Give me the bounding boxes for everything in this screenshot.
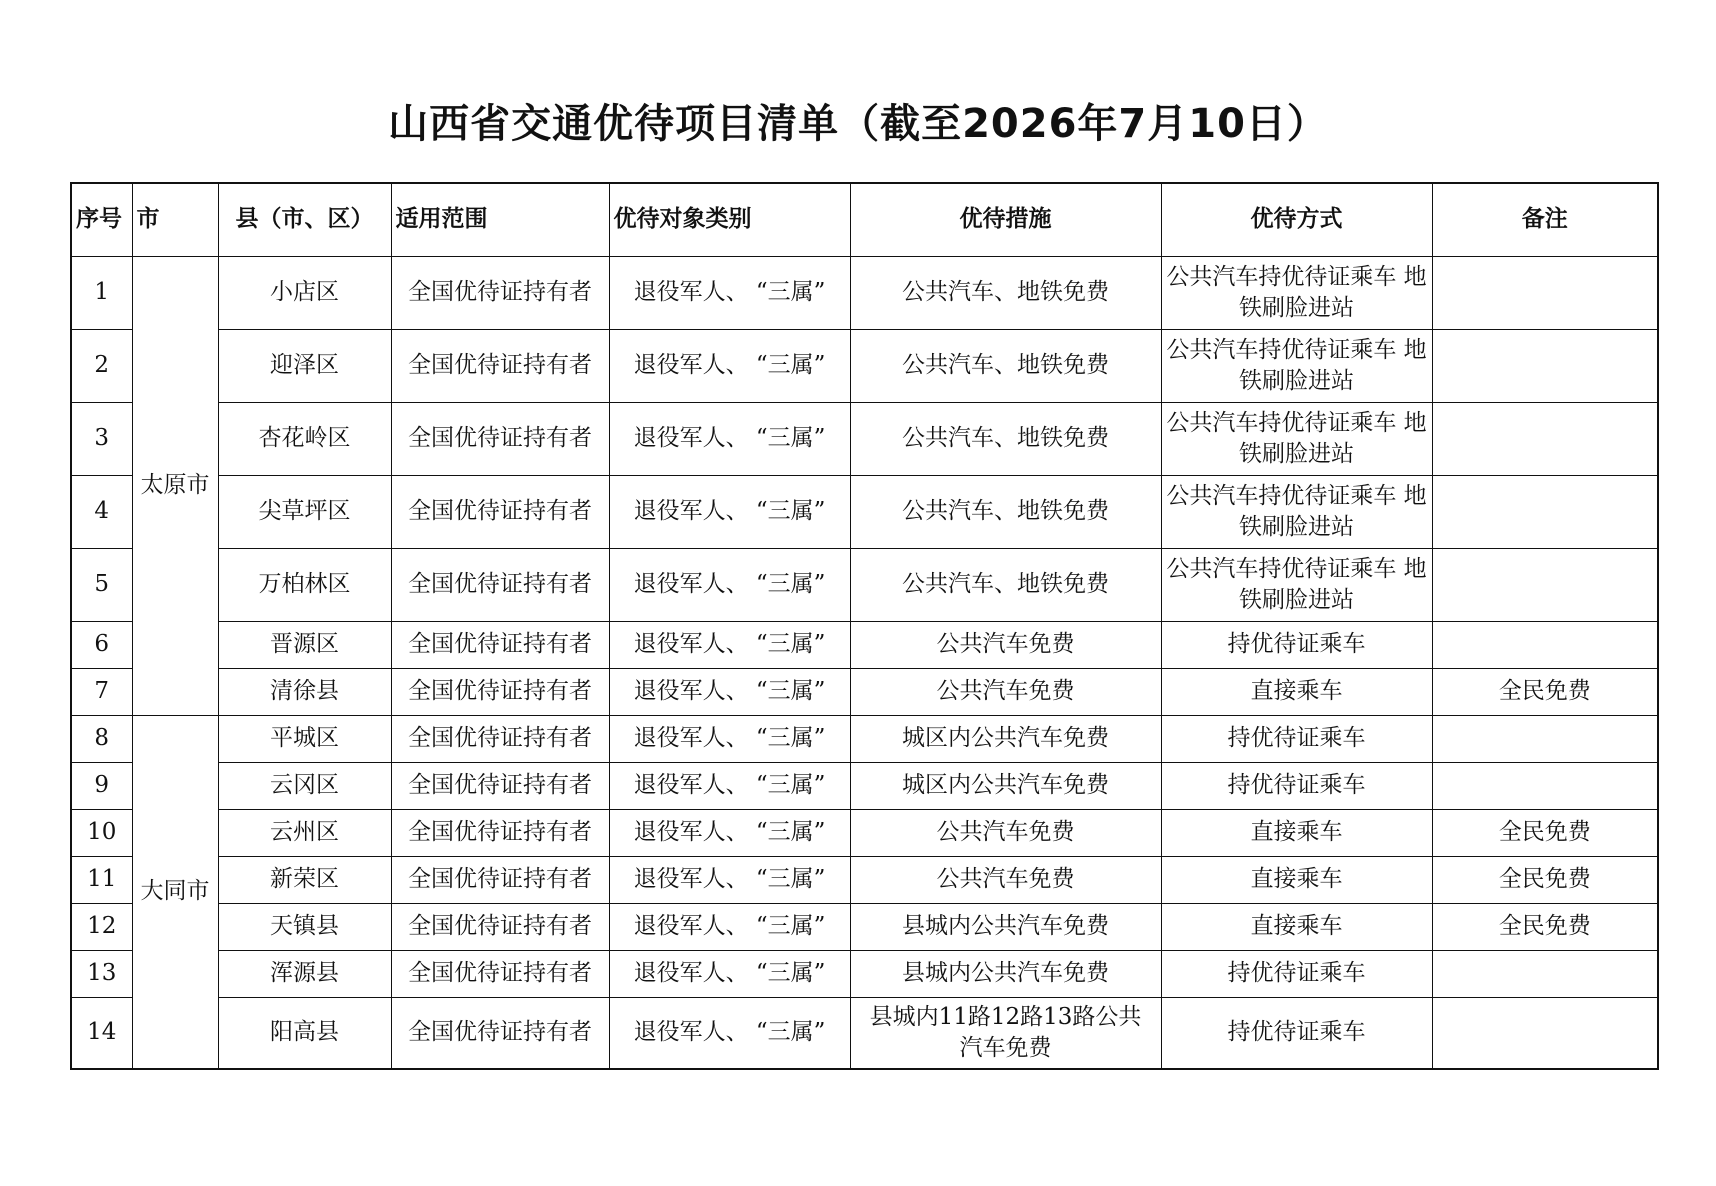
cell-county: 新荣区 [218, 857, 391, 904]
cell-measure: 县城内公共汽车免费 [850, 904, 1161, 951]
cell-measure: 公共汽车免费 [850, 669, 1161, 716]
preferential-items-table [70, 182, 1659, 1070]
cell-scope: 全国优待证持有者 [391, 476, 609, 549]
cell-note [1432, 622, 1658, 669]
cell-scope: 全国优待证持有者 [391, 998, 609, 1070]
cell-scope: 全国优待证持有者 [391, 857, 609, 904]
table-row [71, 403, 1658, 476]
cell-scope: 全国优待证持有者 [391, 330, 609, 403]
cell-note [1432, 763, 1658, 810]
cell-method: 直接乘车 [1161, 904, 1432, 951]
cell-measure: 城区内公共汽车免费 [850, 763, 1161, 810]
cell-note: 全民免费 [1432, 810, 1658, 857]
cell-measure: 公共汽车免费 [850, 857, 1161, 904]
cell-category: 退役军人、 “三属” [609, 257, 850, 330]
header-seq: 序号 [71, 183, 132, 257]
cell-seq: 13 [71, 951, 132, 998]
cell-measure: 公共汽车、地铁免费 [850, 403, 1161, 476]
cell-category: 退役军人、 “三属” [609, 998, 850, 1070]
cell-scope: 全国优待证持有者 [391, 951, 609, 998]
cell-category: 退役军人、 “三属” [609, 951, 850, 998]
cell-note [1432, 257, 1658, 330]
cell-method: 持优待证乘车 [1161, 622, 1432, 669]
cell-note [1432, 476, 1658, 549]
cell-scope: 全国优待证持有者 [391, 622, 609, 669]
cell-scope: 全国优待证持有者 [391, 716, 609, 763]
cell-method: 直接乘车 [1161, 810, 1432, 857]
cell-measure: 公共汽车、地铁免费 [850, 330, 1161, 403]
table-row [71, 622, 1658, 669]
header-scope: 适用范围 [391, 183, 609, 257]
cell-seq: 5 [71, 549, 132, 622]
cell-note [1432, 549, 1658, 622]
table-row [71, 810, 1658, 857]
cell-county: 晋源区 [218, 622, 391, 669]
cell-category: 退役军人、 “三属” [609, 716, 850, 763]
cell-seq: 2 [71, 330, 132, 403]
cell-seq: 7 [71, 669, 132, 716]
header-note: 备注 [1432, 183, 1658, 257]
cell-note [1432, 716, 1658, 763]
cell-method: 持优待证乘车 [1161, 951, 1432, 998]
cell-category: 退役军人、 “三属” [609, 763, 850, 810]
table-row [71, 257, 1658, 330]
cell-scope: 全国优待证持有者 [391, 904, 609, 951]
table-row [71, 330, 1658, 403]
header-category: 优待对象类别 [609, 183, 850, 257]
cell-category: 退役军人、 “三属” [609, 330, 850, 403]
cell-method: 公共汽车持优待证乘车 地铁刷脸进站 [1161, 257, 1432, 330]
table-row [71, 998, 1658, 1070]
cell-county: 平城区 [218, 716, 391, 763]
cell-county: 清徐县 [218, 669, 391, 716]
cell-category: 退役军人、 “三属” [609, 669, 850, 716]
cell-scope: 全国优待证持有者 [391, 669, 609, 716]
cell-county: 迎泽区 [218, 330, 391, 403]
cell-scope: 全国优待证持有者 [391, 763, 609, 810]
cell-method: 公共汽车持优待证乘车 地铁刷脸进站 [1161, 549, 1432, 622]
cell-measure: 公共汽车免费 [850, 622, 1161, 669]
cell-category: 退役军人、 “三属” [609, 810, 850, 857]
table-row [71, 669, 1658, 716]
cell-method: 公共汽车持优待证乘车 地铁刷脸进站 [1161, 403, 1432, 476]
cell-county: 天镇县 [218, 904, 391, 951]
cell-county: 阳高县 [218, 998, 391, 1070]
cell-county: 万柏林区 [218, 549, 391, 622]
table-row [71, 716, 1658, 763]
header-county: 县（市、区） [218, 183, 391, 257]
cell-county: 小店区 [218, 257, 391, 330]
cell-seq: 3 [71, 403, 132, 476]
cell-city: 太原市 [132, 257, 218, 716]
cell-method: 直接乘车 [1161, 857, 1432, 904]
cell-method: 直接乘车 [1161, 669, 1432, 716]
table-row [71, 549, 1658, 622]
cell-category: 退役军人、 “三属” [609, 476, 850, 549]
cell-measure: 公共汽车、地铁免费 [850, 257, 1161, 330]
cell-method: 持优待证乘车 [1161, 998, 1432, 1070]
cell-county: 浑源县 [218, 951, 391, 998]
header-city: 市 [132, 183, 218, 257]
cell-category: 退役军人、 “三属” [609, 549, 850, 622]
table-header-row [71, 183, 1658, 257]
cell-scope: 全国优待证持有者 [391, 549, 609, 622]
cell-seq: 8 [71, 716, 132, 763]
table-row [71, 904, 1658, 951]
cell-seq: 14 [71, 998, 132, 1070]
cell-seq: 9 [71, 763, 132, 810]
cell-county: 云冈区 [218, 763, 391, 810]
cell-measure: 公共汽车、地铁免费 [850, 476, 1161, 549]
cell-method: 持优待证乘车 [1161, 763, 1432, 810]
cell-category: 退役军人、 “三属” [609, 904, 850, 951]
cell-measure: 县城内11路12路13路公共 汽车免费 [850, 998, 1161, 1070]
cell-category: 退役军人、 “三属” [609, 622, 850, 669]
cell-note: 全民免费 [1432, 669, 1658, 716]
cell-measure: 公共汽车免费 [850, 810, 1161, 857]
cell-note [1432, 330, 1658, 403]
cell-method: 公共汽车持优待证乘车 地铁刷脸进站 [1161, 330, 1432, 403]
table-row [71, 763, 1658, 810]
cell-county: 杏花岭区 [218, 403, 391, 476]
cell-note: 全民免费 [1432, 904, 1658, 951]
cell-scope: 全国优待证持有者 [391, 403, 609, 476]
cell-method: 持优待证乘车 [1161, 716, 1432, 763]
cell-category: 退役军人、 “三属” [609, 403, 850, 476]
cell-county: 云州区 [218, 810, 391, 857]
cell-scope: 全国优待证持有者 [391, 257, 609, 330]
cell-seq: 11 [71, 857, 132, 904]
cell-category: 退役军人、 “三属” [609, 857, 850, 904]
table-row [71, 857, 1658, 904]
cell-county: 尖草坪区 [218, 476, 391, 549]
cell-note [1432, 998, 1658, 1070]
table-row [71, 476, 1658, 549]
cell-seq: 10 [71, 810, 132, 857]
cell-scope: 全国优待证持有者 [391, 810, 609, 857]
cell-city: 大同市 [132, 716, 218, 1070]
cell-note: 全民免费 [1432, 857, 1658, 904]
page-title: 山西省交通优待项目清单（截至2026年7月10日） [388, 101, 1328, 147]
cell-method: 公共汽车持优待证乘车 地铁刷脸进站 [1161, 476, 1432, 549]
cell-seq: 1 [71, 257, 132, 330]
cell-seq: 12 [71, 904, 132, 951]
cell-seq: 4 [71, 476, 132, 549]
table-row [71, 951, 1658, 998]
header-measure: 优待措施 [850, 183, 1161, 257]
cell-seq: 6 [71, 622, 132, 669]
cell-note [1432, 951, 1658, 998]
cell-note [1432, 403, 1658, 476]
cell-measure: 公共汽车、地铁免费 [850, 549, 1161, 622]
cell-measure: 县城内公共汽车免费 [850, 951, 1161, 998]
cell-measure: 城区内公共汽车免费 [850, 716, 1161, 763]
header-method: 优待方式 [1161, 183, 1432, 257]
